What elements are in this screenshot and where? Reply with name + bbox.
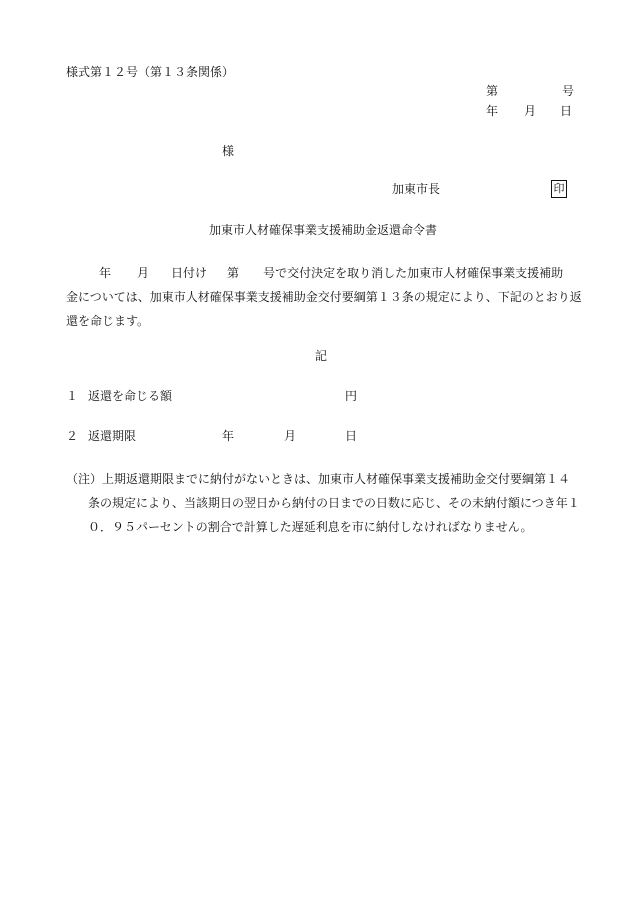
body-line-2: 金については、加東市人材確保事業支援補助金交付要綱第１３条の規定により、下記のとおり返 (66, 290, 582, 304)
doc-number-suffix: 号 (562, 84, 575, 98)
date-month: 月 (524, 104, 537, 118)
item-2-year: 年 (222, 429, 235, 443)
document-title: 加東市人材確保事業支援補助金返還命令書 (209, 223, 438, 237)
body-paragraph (66, 261, 586, 333)
seal-stamp: 印 (551, 180, 567, 198)
item-1-unit: 円 (345, 389, 358, 403)
body-text-1: 号で交付決定を取り消した加東市人材確保事業支援補助 (263, 266, 564, 280)
date-year: 年 (486, 104, 499, 118)
body-no-prefix: 第 (227, 266, 240, 280)
item-1-label: 返還を命じる額 (88, 389, 173, 403)
item-2-month: 月 (284, 429, 297, 443)
ki-heading: 記 (315, 349, 328, 363)
note-prefix: （注） (66, 472, 103, 486)
note-line-3: ０．９５パーセントの割合で計算した遅延利息を市に納付しなければなりません。 (88, 520, 533, 534)
form-number: 様式第１２号（第１３条関係） (66, 65, 235, 79)
date-day: 日 (560, 104, 573, 118)
item-2-label: 返還期限 (88, 429, 137, 443)
body-line-3: 還を命じます。 (66, 314, 150, 328)
seal-mark (551, 180, 567, 198)
note-text-1: 上期返還期限までに納付がないときは、加東市人材確保事業支援補助金交付要綱第１４ (102, 472, 571, 486)
item-2-day: 日 (345, 429, 358, 443)
note-line-2: 条の規定により、当該期日の翌日から納付の日までの日数に応じ、その未納付額につき年１ (88, 496, 580, 510)
body-year: 年 (99, 266, 112, 280)
item-1-number: １ (66, 389, 79, 403)
body-day-attached: 日付け (171, 266, 208, 280)
item-2-number: ２ (66, 429, 79, 443)
issuer-name: 加東市長 (392, 182, 441, 196)
addressee-honorific: 様 (222, 144, 235, 158)
note-block (66, 467, 586, 539)
note-line-1 (66, 467, 586, 491)
doc-number-prefix: 第 (486, 84, 499, 98)
body-line-1 (66, 261, 586, 285)
body-month: 月 (137, 266, 150, 280)
